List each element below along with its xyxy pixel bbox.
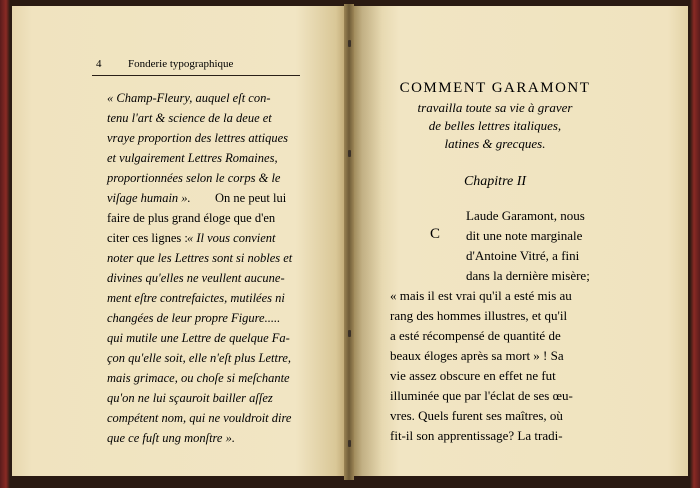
right-text-line: Laude Garamont, nous (466, 208, 585, 223)
binding-stitch (348, 330, 351, 337)
binding-stitch (348, 440, 351, 447)
chapter-subtitle-line: travailla toute sa vie à graver (417, 100, 573, 115)
chapter-subtitle-line: latines & grecques. (444, 136, 546, 151)
left-text-line: proportionnées selon le corps & le (107, 171, 281, 185)
page-number: 4 (96, 58, 102, 70)
left-text-line: compétent nom, qui ne vouldroit dire (107, 411, 292, 425)
book-gutter (344, 4, 354, 480)
right-text-line: a esté récompensé de quantité de (390, 328, 561, 343)
right-text-line: dit une note marginale (466, 228, 583, 243)
chapter-label: Chapitre II (463, 174, 527, 189)
right-text-line: beaux éloges après sa mort » ! Sa (390, 348, 564, 363)
running-header (92, 58, 300, 80)
header-rule (92, 75, 300, 76)
left-text-line: qu'on ne lui sçauroit bailler aſſez (107, 391, 273, 405)
right-text-line: dans la dernière misère; (466, 268, 590, 283)
right-text-line: vie assez obscure en effet ne fut (390, 368, 556, 383)
right-text-line: d'Antoine Vitré, a fini (466, 248, 580, 263)
left-text-line: et vulgairement Lettres Romaines, (107, 151, 278, 165)
left-text-line: que ce fuſt ung monſtre ». (107, 431, 235, 445)
left-text-line: vraye proportion des lettres attiques (107, 131, 288, 145)
binding-stitch (348, 150, 351, 157)
right-text-line: rang des hommes illustres, et qu'il (390, 308, 568, 323)
left-text-line: ment eſtre contrefaictes, mutilées ni (107, 291, 285, 305)
left-text-line: qui mutile une Lettre de quelque Fa- (107, 331, 290, 345)
left-text-line: « Il vous convient (187, 231, 276, 245)
chapter-heading: COMMENT GARAMONT (399, 80, 591, 96)
left-text-line: tenu l'art & science de la deue et (107, 111, 272, 125)
left-text-line: noter que les Lettres sont si nobles et (107, 251, 293, 265)
left-text-line: viſage humain ». (107, 191, 191, 205)
left-text-line: changées de leur propre Figure..... (107, 311, 281, 325)
drop-cap: C (430, 226, 441, 242)
binding-stitch (348, 40, 351, 47)
left-text-line: On ne peut lui (215, 191, 287, 205)
right-text-line: fit-il son apprentissage? La tradi- (390, 428, 563, 443)
running-title: Fonderie typographique (128, 58, 234, 70)
right-text-line: « mais il est vrai qu'il a esté mis au (390, 288, 572, 303)
left-text-line: faire de plus grand éloge que d'en (107, 211, 276, 225)
left-text-line: mais grimace, ou choſe si meſchante (107, 371, 290, 385)
right-text-line: illuminée que par l'éclat de ses œu- (390, 388, 573, 403)
left-text-line: « Champ-Fleury, auquel eſt con- (107, 91, 271, 105)
left-text-line: çon qu'elle soit, elle n'eſt plus Lettre, (107, 351, 292, 365)
left-text-line: divines qu'elles ne veullent aucune- (107, 271, 285, 285)
left-text-line: citer ces lignes : (107, 231, 188, 245)
gutter-shadow (352, 6, 382, 476)
right-text-line: vres. Quels furent ses maîtres, où (390, 408, 563, 423)
chapter-subtitle-line: de belles lettres italiques, (428, 118, 562, 133)
